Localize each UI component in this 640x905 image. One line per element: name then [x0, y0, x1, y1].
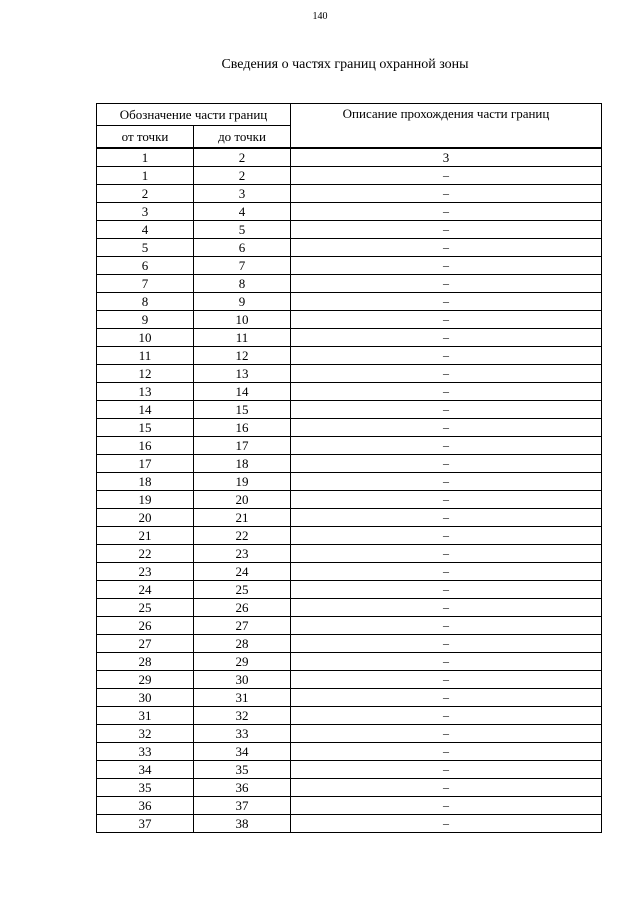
description-cell: –	[291, 167, 602, 185]
from-point-cell: 12	[97, 365, 194, 383]
from-point-cell: 11	[97, 347, 194, 365]
from-point-cell: 15	[97, 419, 194, 437]
to-point-cell: 35	[194, 761, 291, 779]
from-point-cell: 14	[97, 401, 194, 419]
from-point-cell: 5	[97, 239, 194, 257]
description-cell: –	[291, 239, 602, 257]
from-point-cell: 31	[97, 707, 194, 725]
table-row	[97, 293, 602, 311]
from-point-cell: 33	[97, 743, 194, 761]
boundary-designation-header: Обозначение части границ	[97, 104, 291, 126]
description-cell: –	[291, 815, 602, 833]
to-point-cell: 21	[194, 509, 291, 527]
to-point-cell: 19	[194, 473, 291, 491]
from-point-cell: 24	[97, 581, 194, 599]
description-cell: –	[291, 329, 602, 347]
description-cell: –	[291, 743, 602, 761]
table-row	[97, 581, 602, 599]
to-point-cell: 10	[194, 311, 291, 329]
table-row	[97, 653, 602, 671]
to-point-cell: 23	[194, 545, 291, 563]
to-point-cell: 4	[194, 203, 291, 221]
table-row	[97, 635, 602, 653]
to-point-cell: 31	[194, 689, 291, 707]
from-point-cell: 30	[97, 689, 194, 707]
from-point-cell: 19	[97, 491, 194, 509]
to-point-cell: 33	[194, 725, 291, 743]
from-point-cell: 36	[97, 797, 194, 815]
to-point-cell: 13	[194, 365, 291, 383]
from-point-cell: 10	[97, 329, 194, 347]
table-row	[97, 599, 602, 617]
from-point-cell: 28	[97, 653, 194, 671]
description-cell: –	[291, 437, 602, 455]
from-point-cell: 26	[97, 617, 194, 635]
description-cell: –	[291, 545, 602, 563]
to-point-cell: 25	[194, 581, 291, 599]
to-point-cell: 28	[194, 635, 291, 653]
to-point-cell: 34	[194, 743, 291, 761]
description-cell: –	[291, 185, 602, 203]
to-point-cell: 15	[194, 401, 291, 419]
document-title: Сведения о частях границ охранной зоны	[221, 57, 469, 72]
from-point-cell: 29	[97, 671, 194, 689]
to-point-cell: 32	[194, 707, 291, 725]
description-cell: –	[291, 455, 602, 473]
column-number: 3	[291, 148, 602, 167]
to-point-cell: 14	[194, 383, 291, 401]
description-cell: –	[291, 419, 602, 437]
description-cell: –	[291, 383, 602, 401]
from-point-cell: 18	[97, 473, 194, 491]
description-cell: –	[291, 617, 602, 635]
table-row	[97, 221, 602, 239]
description-cell: –	[291, 491, 602, 509]
from-point-cell: 22	[97, 545, 194, 563]
table-row	[97, 815, 602, 833]
table-row	[97, 725, 602, 743]
to-point-cell: 36	[194, 779, 291, 797]
to-point-cell: 17	[194, 437, 291, 455]
from-point-cell: 4	[97, 221, 194, 239]
table-row	[97, 491, 602, 509]
table-row	[97, 761, 602, 779]
description-cell: –	[291, 293, 602, 311]
to-point-cell: 11	[194, 329, 291, 347]
to-point-cell: 7	[194, 257, 291, 275]
description-cell: –	[291, 527, 602, 545]
table-row	[97, 329, 602, 347]
description-cell: –	[291, 581, 602, 599]
table-row	[97, 437, 602, 455]
table-row	[97, 239, 602, 257]
table-row	[97, 203, 602, 221]
description-cell: –	[291, 761, 602, 779]
to-point-cell: 29	[194, 653, 291, 671]
to-point-cell: 9	[194, 293, 291, 311]
table-row	[97, 563, 602, 581]
from-point-cell: 34	[97, 761, 194, 779]
to-point-cell: 26	[194, 599, 291, 617]
table-row	[97, 167, 602, 185]
from-point-cell: 23	[97, 563, 194, 581]
from-point-cell: 25	[97, 599, 194, 617]
from-point-cell: 2	[97, 185, 194, 203]
description-cell: –	[291, 257, 602, 275]
table-row	[97, 311, 602, 329]
from-point-cell: 21	[97, 527, 194, 545]
column-number: 1	[97, 148, 194, 167]
description-cell: –	[291, 563, 602, 581]
table-row	[97, 347, 602, 365]
description-cell: –	[291, 635, 602, 653]
boundary-parts-table	[96, 103, 602, 833]
to-point-cell: 30	[194, 671, 291, 689]
from-point-cell: 32	[97, 725, 194, 743]
description-cell: –	[291, 779, 602, 797]
to-point-cell: 12	[194, 347, 291, 365]
table-row	[97, 419, 602, 437]
from-point-cell: 3	[97, 203, 194, 221]
description-cell: –	[291, 365, 602, 383]
table-row	[97, 617, 602, 635]
table-row	[97, 509, 602, 527]
table-row	[97, 383, 602, 401]
table-row	[97, 689, 602, 707]
from-point-cell: 7	[97, 275, 194, 293]
table-row	[97, 527, 602, 545]
to-point-cell: 22	[194, 527, 291, 545]
description-cell: –	[291, 509, 602, 527]
to-point-cell: 3	[194, 185, 291, 203]
from-point-cell: 6	[97, 257, 194, 275]
from-point-cell: 17	[97, 455, 194, 473]
from-point-cell: 13	[97, 383, 194, 401]
description-cell: –	[291, 725, 602, 743]
to-point-cell: 5	[194, 221, 291, 239]
to-point-header: до точки	[194, 126, 291, 149]
to-point-cell: 38	[194, 815, 291, 833]
table-row	[97, 401, 602, 419]
description-cell: –	[291, 689, 602, 707]
column-number-row	[97, 148, 602, 167]
to-point-cell: 18	[194, 455, 291, 473]
from-point-cell: 1	[97, 167, 194, 185]
table-row	[97, 473, 602, 491]
to-point-cell: 24	[194, 563, 291, 581]
table-row	[97, 779, 602, 797]
description-cell: –	[291, 797, 602, 815]
table-row	[97, 257, 602, 275]
table-row	[97, 365, 602, 383]
to-point-cell: 2	[194, 167, 291, 185]
table-row	[97, 797, 602, 815]
to-point-cell: 8	[194, 275, 291, 293]
from-point-header: от точки	[97, 126, 194, 149]
from-point-cell: 27	[97, 635, 194, 653]
boundary-description-header: Описание прохождения части границ	[291, 104, 602, 149]
table-row	[97, 707, 602, 725]
page-number: 140	[312, 11, 328, 22]
description-cell: –	[291, 203, 602, 221]
to-point-cell: 27	[194, 617, 291, 635]
description-cell: –	[291, 347, 602, 365]
from-point-cell: 16	[97, 437, 194, 455]
table-row	[97, 455, 602, 473]
description-cell: –	[291, 401, 602, 419]
to-point-cell: 6	[194, 239, 291, 257]
column-number: 2	[194, 148, 291, 167]
from-point-cell: 8	[97, 293, 194, 311]
description-cell: –	[291, 707, 602, 725]
to-point-cell: 37	[194, 797, 291, 815]
description-cell: –	[291, 311, 602, 329]
description-cell: –	[291, 671, 602, 689]
to-point-cell: 16	[194, 419, 291, 437]
table-row	[97, 743, 602, 761]
description-cell: –	[291, 473, 602, 491]
to-point-cell: 20	[194, 491, 291, 509]
description-cell: –	[291, 275, 602, 293]
description-cell: –	[291, 653, 602, 671]
from-point-cell: 37	[97, 815, 194, 833]
from-point-cell: 9	[97, 311, 194, 329]
table-row	[97, 275, 602, 293]
table-row	[97, 545, 602, 563]
description-cell: –	[291, 221, 602, 239]
from-point-cell: 20	[97, 509, 194, 527]
from-point-cell: 35	[97, 779, 194, 797]
table-row	[97, 185, 602, 203]
table-row	[97, 671, 602, 689]
description-cell: –	[291, 599, 602, 617]
